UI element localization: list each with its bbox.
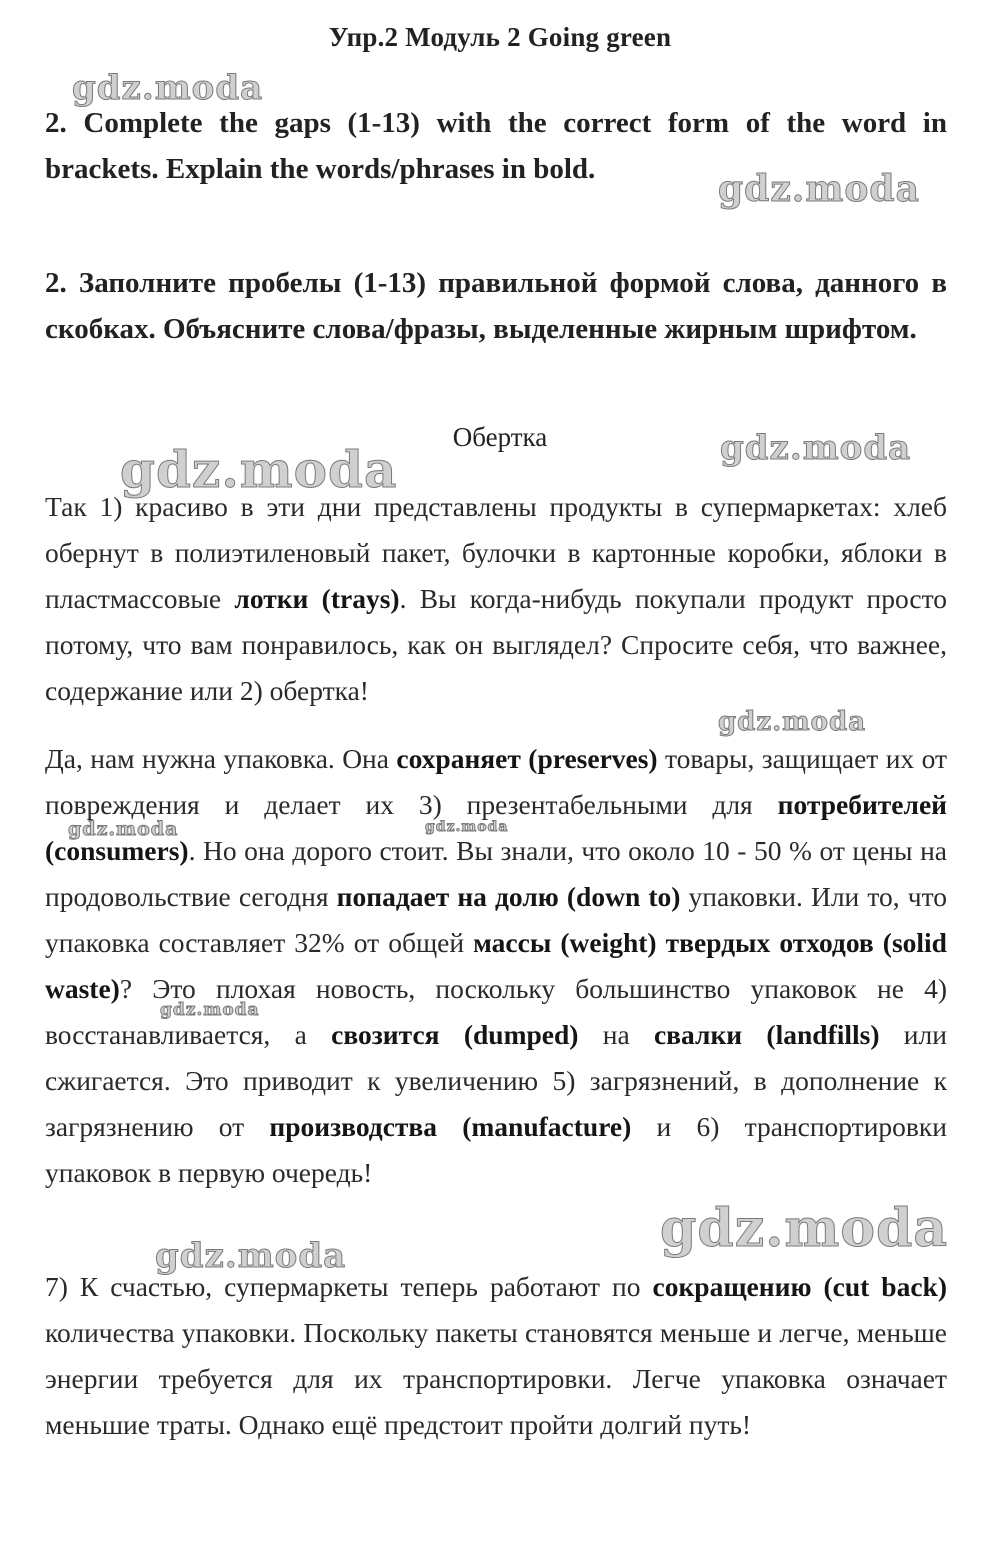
watermark: gdz.moda [155,1236,347,1276]
watermark: gdz.moda [425,819,509,835]
paragraph-text: упаковки. Или то, что упаковка составляет 32% от общей [45,881,948,958]
paragraph-text: товары, защищает их от повреждения и делает их 3) презентабельными для [45,743,947,820]
watermark: gdz.moda [660,1198,949,1259]
text-heading: Обертка [452,422,548,452]
watermark: gdz.moda [72,68,264,108]
paragraph-text: Да, нам нужна упаковка. Она [45,743,397,774]
paragraph-text: количества упаковки. Поскольку пакеты становятся меньше и легче, меньше энергии требуется для их транспортировки. Легче упаковка означает меньшие траты. Однако ещё предстоит пройти долгий путь! [45,1317,947,1440]
bold-phrase: потребителей (consumers) [45,789,947,866]
bold-phrase: производства (manufacture) [269,1111,632,1142]
paragraph-2 [45,736,947,1196]
paragraph-text: или сжигается. Это приводит к увеличению 5) загрязнений, в дополнение к загрязнению от [45,1019,947,1142]
watermark: gdz.moda [718,707,867,737]
task-english: 2. Complete the gaps (1-13) with the correct form of the word in brackets. Explain the words/phrases in bold. [45,107,947,185]
bold-phrase: сохраняет (preserves) [396,743,658,774]
bold-phrase: свалки (landfills) [653,1019,880,1050]
paragraph-text: ? Это плохая новость, поскольку большинство упаковок не 4) восстанавливается, а [45,973,947,1050]
paragraph-text: 7) К счастью, супермаркеты теперь работают по [45,1271,653,1302]
watermark: gdz.moda [160,1000,260,1020]
watermark: gdz.moda [720,428,912,468]
watermark: gdz.moda [68,818,179,840]
page-title: Упр.2 Модуль 2 Going green [328,22,672,52]
bold-phrase: свозится (dumped) [331,1019,579,1050]
bold-phrase: попадает на долю (down to) [336,881,681,912]
paragraph-text: Так 1) красиво в эти дни представлены продукты в супермаркетах: хлеб обернут в полиэтиленовый пакет, булочки в картонные коробки, яблоки в пластмассовые [45,491,947,614]
paragraph-text: на [578,1019,654,1050]
task-russian: 2. Заполните пробелы (1-13) правильной формой слова, данного в скобках. Объясните слова/фразы, выделенные жирным шрифтом. [45,267,947,345]
paragraph-text: и 6) транспортировки упаковок в первую очередь! [45,1111,947,1188]
watermark: gdz.moda [718,168,920,210]
bold-phrase: лотки (trays) [234,583,400,614]
paragraph-text: . Но она дорого стоит. Вы знали, что около 10 - 50 % от цены на продовольствие сегодня [45,835,947,912]
bold-phrase: сокращению (cut back) [652,1271,947,1302]
paragraph-3 [45,1264,947,1448]
paragraph-text: . Вы когда-нибудь покупали продукт просто потому, что вам понравилось, как он выглядел? Спросите себя, что важнее, содержание или 2) обертка! [45,583,947,706]
watermark: gdz.moda [120,440,398,499]
paragraph-1 [45,484,947,714]
bold-phrase: массы (weight) твердых отходов (solid waste) [45,927,947,1004]
